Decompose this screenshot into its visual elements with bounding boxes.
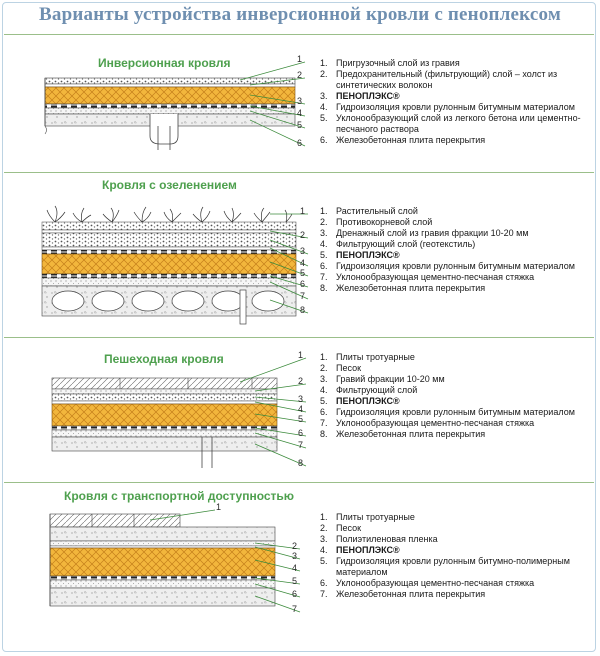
legend-item-number: 5. xyxy=(320,556,328,566)
legend-item-text: Железобетонная плита перекрытия xyxy=(336,135,486,145)
layer-paving xyxy=(50,514,180,527)
legend-item-text: Песок xyxy=(336,523,362,533)
callout-4-7: 7 xyxy=(292,604,298,614)
callout-2-8: 8 xyxy=(300,305,306,315)
legend-item-number: 3. xyxy=(320,228,328,238)
page-title: Варианты устройства инверсионной кровли с пеноплексом xyxy=(39,4,561,25)
callout-2-5: 5 xyxy=(300,268,306,278)
legend-item-number: 2. xyxy=(320,69,328,79)
legend-item-number: 5. xyxy=(320,396,328,406)
legend-item-number: 6. xyxy=(320,261,328,271)
legend-item-text: Железобетонная плита перекрытия xyxy=(336,283,486,293)
legend-item-text: Полиэтиленовая пленка xyxy=(336,534,438,544)
diagram-pedestrian xyxy=(52,378,277,468)
legend-item-text: Песок xyxy=(336,363,362,373)
callout-3-7: 7 xyxy=(298,440,304,450)
legend-item-text: Пригрузочный слой из гравия xyxy=(336,58,460,68)
legend-item-text: Уклонообразующая цементно-песчаная стяжка xyxy=(336,418,535,428)
callout-2-7: 7 xyxy=(300,291,306,301)
legend-item-text: Дренажный слой из гравия фракции 10-20 мм xyxy=(336,228,529,238)
callout-2-2: 2 xyxy=(300,230,306,240)
layer-waterproofing xyxy=(50,576,275,580)
legend-item-number: 4. xyxy=(320,385,328,395)
callout-1-3: 3 xyxy=(297,96,303,106)
legend-item-text: ПЕНОПЛЭКС® xyxy=(336,545,400,555)
legend-item-text: Гидроизоляция кровли рулонным битумным материалом xyxy=(336,102,575,112)
legend-item-number: 3. xyxy=(320,534,328,544)
legend-item-number: 1. xyxy=(320,58,328,68)
legend-item-text: Фильтрующий слой xyxy=(336,385,418,395)
callout-2-4: 4 xyxy=(300,258,306,268)
callout-1-2: 2 xyxy=(297,70,303,80)
legend-item-number: 6. xyxy=(320,407,328,417)
callout-4-1: 1 xyxy=(216,502,222,512)
layer-waterproofing xyxy=(42,274,296,278)
layer-screed xyxy=(42,278,296,286)
legend-item-text: Уклонообразующий слой из легкого бетона или цементно-песчаного раствора xyxy=(336,113,581,134)
section-title-transport: Кровля с транспортной доступностью xyxy=(64,489,295,503)
layer-sand xyxy=(52,389,277,394)
legend-item-number: 4. xyxy=(320,545,328,555)
callout-1-6: 6 xyxy=(297,138,303,148)
callout-1-1: 1 xyxy=(297,54,303,64)
callout-4-4: 4 xyxy=(292,563,298,573)
legend-item-number: 7. xyxy=(320,272,328,282)
layer-slab xyxy=(50,588,275,606)
legend-item-text: Противокорневой слой xyxy=(336,217,433,227)
legend-item-number: 4. xyxy=(320,102,328,112)
layer-gravel xyxy=(52,394,277,401)
legend-item-text: Гравий фракции 10-20 мм xyxy=(336,374,445,384)
layer-foam xyxy=(42,254,296,274)
layer-waterproofing xyxy=(52,426,277,430)
layer-filter xyxy=(45,84,295,87)
drain-funnel xyxy=(150,114,178,144)
legend-item-number: 1. xyxy=(320,352,328,362)
legend-item-text: ПЕНОПЛЭКС® xyxy=(336,396,400,406)
legend-item-number: 2. xyxy=(320,523,328,533)
legend-item-number: 2. xyxy=(320,217,328,227)
layer-drainage xyxy=(42,233,296,247)
layer-sand xyxy=(50,541,275,546)
legend-item-text: Железобетонная плита перекрытия xyxy=(336,429,486,439)
section-title-green: Кровля с озеленением xyxy=(102,178,237,192)
callout-3-6: 6 xyxy=(298,428,304,438)
callout-1-5: 5 xyxy=(297,120,303,130)
section-title-inversion: Инверсионная кровля xyxy=(98,56,231,70)
callout-4-6: 6 xyxy=(292,589,298,599)
legend-item-number: 7. xyxy=(320,589,328,599)
layer-anti-root xyxy=(42,230,296,233)
legend-item-number: 2. xyxy=(320,363,328,373)
legend-item-text: Фильтрующий слой (геотекстиль) xyxy=(336,239,476,249)
diagram-inversion xyxy=(45,78,295,150)
callout-2-1: 1 xyxy=(300,206,306,216)
legend-item-text: Предохранительный (фильтрующий) слой – холст из синтетических волокон xyxy=(336,69,558,90)
callout-3-2: 2 xyxy=(298,376,304,386)
callout-3-5: 5 xyxy=(298,414,304,424)
diagram-transport xyxy=(50,514,275,606)
legend-item-number: 5. xyxy=(320,250,328,260)
layer-soil xyxy=(42,222,296,230)
layer-gravel xyxy=(45,78,295,84)
callout-3-3: 3 xyxy=(298,394,304,404)
callout-1-4: 4 xyxy=(297,108,303,118)
layer-paving xyxy=(52,378,277,389)
layer-foam xyxy=(52,404,277,426)
legend-item-text: Гидроизоляция кровли рулонным битумным материалом xyxy=(336,261,575,271)
callout-2-3: 3 xyxy=(300,246,306,256)
legend-item-text: Уклонообразующая цементно-песчаная стяжка xyxy=(336,272,535,282)
plants xyxy=(47,206,292,222)
layer-screed xyxy=(52,430,277,437)
legend-item-number: 8. xyxy=(320,283,328,293)
legend-item-number: 7. xyxy=(320,418,328,428)
legend-item-number: 6. xyxy=(320,578,328,588)
legend-item-number: 4. xyxy=(320,239,328,249)
callout-2-6: 6 xyxy=(300,279,306,289)
legend-item-text: ПЕНОПЛЭКС® xyxy=(336,250,400,260)
legend-item-number: 8. xyxy=(320,429,328,439)
layer-foam xyxy=(50,548,275,576)
callout-4-2: 2 xyxy=(292,541,298,551)
callout-3-8: 8 xyxy=(298,458,304,468)
layer-filter xyxy=(52,401,277,404)
layer-membrane xyxy=(42,250,296,254)
layer-screed xyxy=(50,580,275,588)
callout-3-1: 1 xyxy=(298,350,304,360)
legend-item-text: ПЕНОПЛЭКС® xyxy=(336,91,400,101)
legend-item-text: Растительный слой xyxy=(336,206,418,216)
legend-item-text: Гидроизоляция кровли рулонным битумно-полимерным материалом xyxy=(336,556,570,577)
legend-item-number: 3. xyxy=(320,374,328,384)
callout-4-5: 5 xyxy=(292,576,298,586)
section-title-pedestrian: Пешеходная кровля xyxy=(104,352,224,366)
layer-slab xyxy=(52,437,277,451)
legend-item-number: 5. xyxy=(320,113,328,123)
drain-pipe xyxy=(240,290,246,324)
legend-item-text: Железобетонная плита перекрытия xyxy=(336,589,486,599)
legend-item-number: 1. xyxy=(320,512,328,522)
callout-3-4: 4 xyxy=(298,404,304,414)
diagram-green xyxy=(42,206,296,324)
legend-item-text: Гидроизоляция кровли рулонным битумным материалом xyxy=(336,407,575,417)
layer-concrete xyxy=(50,527,275,541)
callout-4-3: 3 xyxy=(292,551,298,561)
legend-item-text: Плиты тротуарные xyxy=(336,512,415,522)
legend-item-text: Уклонообразующая цементно-песчаная стяжка xyxy=(336,578,535,588)
legend-item-number: 6. xyxy=(320,135,328,145)
layer-foam xyxy=(45,87,295,104)
legend-item-number: 1. xyxy=(320,206,328,216)
layer-geotextile xyxy=(42,247,296,250)
legend-item-text: Плиты тротуарные xyxy=(336,352,415,362)
legend-item-number: 3. xyxy=(320,91,328,101)
